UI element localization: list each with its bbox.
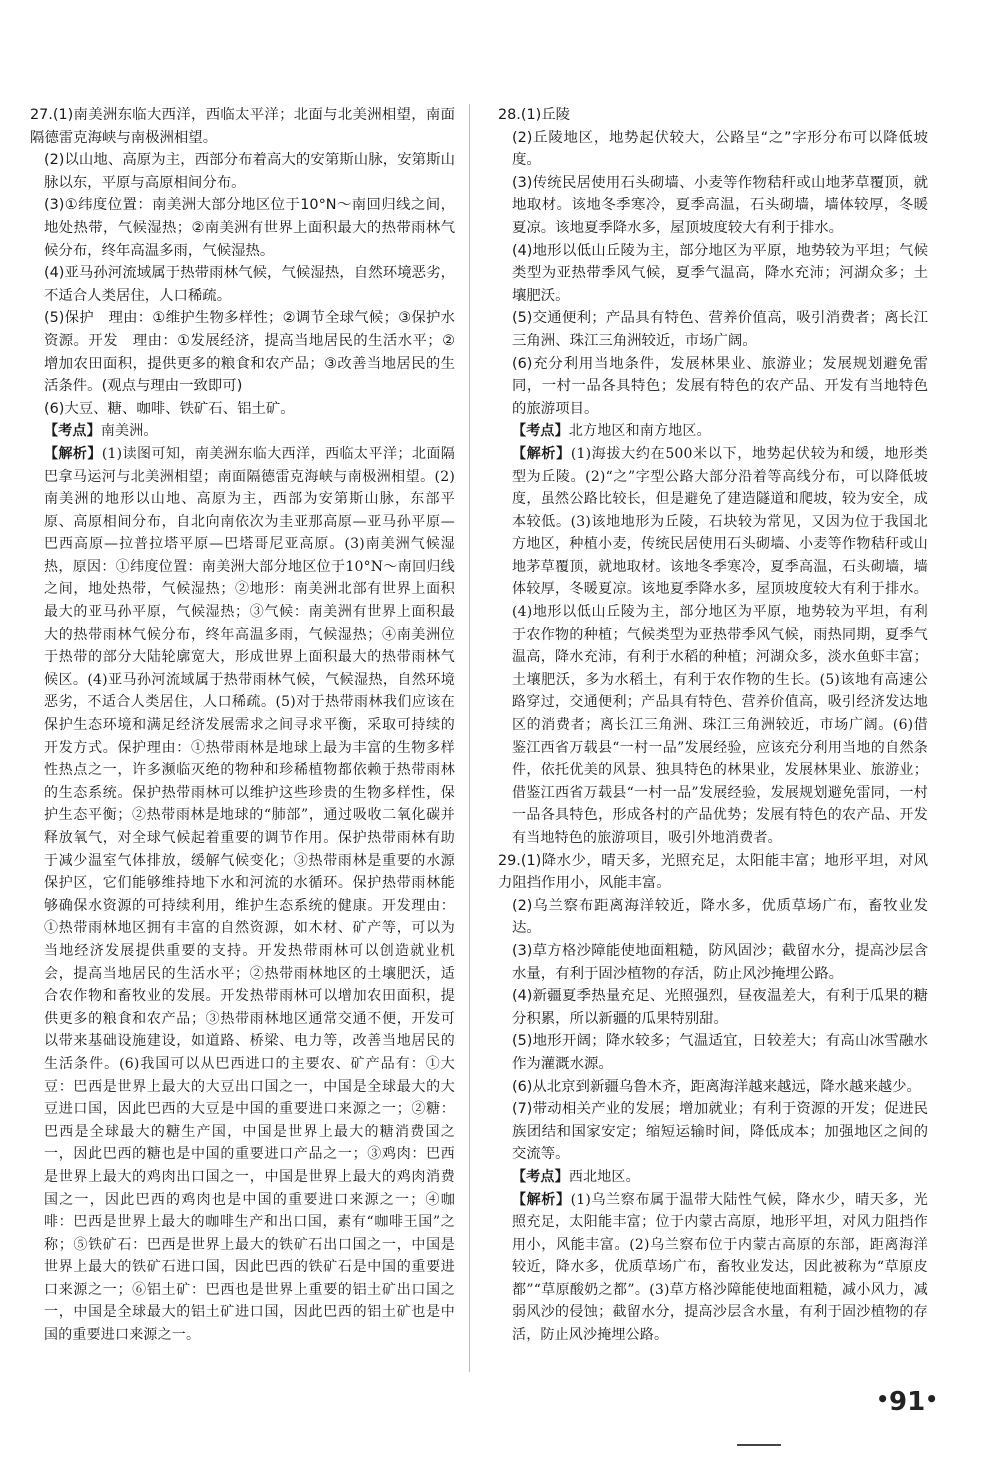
q27-kaodian: [30, 420, 455, 443]
q29-answer-1: 29.(1)降水少，晴天多，光照充足，太阳能丰富；地形平坦，对风力阻挡作用小，风能丰富。: [498, 852, 928, 892]
q29-answer-5: (5)地形开阔；降水较多；气温适宜，日较差大；有高山冰雪融水作为灌溉水源。: [512, 1033, 928, 1072]
kaodian-label: 【考点】: [512, 1168, 569, 1185]
page-number: •91•: [876, 1387, 938, 1417]
jiexi-text: (1)海拔大约在500米以下，地势起伏较为和缓，地形类型为丘陵。(2)“之”字型公路大部分沿着等高线分布，可以降低坡度，虽然公路比较长，但是避免了建造隧道和爬坡，较为安全，成本较低。(3)该地地形为丘陵，石块较为常见，又因为位于我国北方地区，种植小麦，传统民居使用石头砌墙、小麦等作物秸秆或山地茅草覆顶，就地取材。该地冬季寒冷，夏季高温，石头砌墙，墙体较厚，冬暖夏凉。该地夏季降水多，屋顶坡度较大有利于排水。(4)地形以低山丘陵为主，部分地区为平原，地势较为平坦，有利于农作物的种植；气候类型为亚热带季风气候，雨热同期，夏季气温高，降水充沛，有利于水稻的种植；河湖众多，淡水鱼虾丰富；土壤肥沃，多为水稻土，有利于农作物的生长。(5)该地有高速公路穿过，交通便利；产品具有特色、营养价值高，吸引经济发达地区的消费者；离长江三角洲、珠江三角洲较近，市场广阔。(6)借鉴江西省万载县“一村一品”发展经验，应该充分利用当地的自然条件，依托优美的风景、独具特色的林果业，发展林果业、旅游业；借鉴江西省万载县“一村一品”发展经验，发展规划避免雷同，一村一品各具特色，形成各村的产品优势；发展有特色的农产品、开发有当地特色的旅游项目，吸引外地消费者。: [512, 445, 928, 846]
kaodian-text: 西北地区。: [568, 1168, 640, 1185]
q29-kaodian: [498, 1166, 928, 1189]
q27-jiexi: [30, 443, 455, 1347]
q27-answer-2: (2)以山地、高原为主，西部分布着高大的安第斯山脉，安第斯山脉以东，平原与高原相间分布。: [44, 152, 455, 191]
kaodian-text: 北方地区和南方地区。: [568, 423, 711, 440]
jiexi-text: (1)乌兰察布属于温带大陆性气候，降水少，晴天多，光照充足，太阳能丰富；位于内蒙古高原，地形平坦，对风力阻挡作用小，风能丰富。(2)乌兰察布位于内蒙古高原的东部，距离海洋较近，降水多，优质草场广布，畜牧业发达，因此被称为“草原皮都”“草原酸奶之都”。(3)草方格沙障能使地面粗糙，减小风力，减弱风沙的侵蚀；截留水分，提高沙层含水量，有利于固沙植物的存活，防止风沙掩埋公路。: [512, 1191, 928, 1344]
kaodian-label: 【考点】: [44, 423, 101, 440]
q28-kaodian: [498, 420, 928, 443]
q27-answer-1: 27.(1)南美洲东临大西洋，西临太平洋；北面与北美洲相望，南面隔德雷克海峡与南极洲相望。: [30, 107, 455, 146]
jiexi-label: 【解析】: [512, 445, 571, 462]
bottom-divider: [737, 1444, 781, 1446]
right-column: [498, 104, 928, 1347]
q28-answer-4: (4)地形以低山丘陵为主，部分地区为平原，地势较为平坦；气候类型为亚热带季风气候，夏季气温高，降水充沛；河湖众多；土壤肥沃。: [512, 242, 928, 304]
q29-answer-6: (6)从北京到新疆乌鲁木齐，距离海洋越来越远，降水越来越少。: [512, 1078, 921, 1095]
q28-answer-1: 28.(1)丘陵: [498, 107, 571, 123]
q27-answer-3: (3)①纬度位置：南美洲大部分地区位于10°N～南回归线之间，地处热带，气候湿热；②南美洲有世界上面积最大的热带雨林气候分布，终年高温多雨，气候湿热。: [44, 197, 455, 259]
q29-answer-4: (4)新疆夏季热量充足、光照强烈，昼夜温差大，有利于瓜果的糖分积累，所以新疆的瓜果特别甜。: [512, 988, 928, 1027]
q29-answer-3: (3)草方格沙障能使地面粗糙，防风固沙；截留水分，提高沙层含水量，有利于固沙植物的存活，防止风沙掩埋公路。: [512, 942, 928, 982]
q27-answer-6: (6)大豆、糖、咖啡、铁矿石、铝土矿。: [44, 400, 295, 417]
q27-answer-5: (5)保护 理由：①维护生物多样性；②调节全球气候；③保护水资源。开发 理由：①发展经济，提高当地居民的生活水平；②增加农田面积，提供更多的粮食和农产品；③改善当地居民的生活条件。(观点与理由一致即可): [44, 310, 455, 395]
kaodian-text: 南美洲。: [100, 423, 158, 440]
kaodian-label: 【考点】: [512, 423, 569, 440]
left-column: [30, 104, 470, 1372]
jiexi-label: 【解析】: [44, 445, 102, 462]
q28-answer-2: (2)丘陵地区，地势起伏较大，公路呈“之”字形分布可以降低坡度。: [512, 129, 928, 169]
q28-answer-3: (3)传统民居使用石头砌墙、小麦等作物秸秆或山地茅草覆顶，就地取材。该地冬季寒冷，夏季高温，石头砌墙，墙体较厚，冬暖夏凉。该地夏季降水多，屋顶坡度较大有利于排水。: [512, 174, 928, 236]
q28-answer-5: (5)交通便利；产品具有特色、营养价值高，吸引消费者；离长江三角洲、珠江三角洲较近，市场广阔。: [512, 310, 928, 349]
q28-answer-6: (6)充分利用当地条件，发展林果业、旅游业；发展规划避免雷同，一村一品各具特色；发展有特色的农产品、开发有当地特色的旅游项目。: [512, 355, 928, 417]
q29-answer-2: (2)乌兰察布距离海洋较近，降水多，优质草场广布，畜牧业发达。: [512, 897, 928, 937]
jiexi-text: (1)读图可知，南美洲东临大西洋，西临太平洋；北面隔巴拿马运河与北美洲相望；南面隔德雷克海峡与南极洲相望。(2)南美洲的地形以山地、高原为主，西部为安第斯山脉，东部平原、高原相间分布，自北向南依次为圭亚那高原—亚马孙平原—巴西高原—拉普拉塔平原—巴塔哥尼亚高原。(3)南美洲气候湿热，原因：①纬度位置：南美洲大部分地区位于10°N～南回归线之间，地处热带，气候湿热；②地形：南美洲北部有世界上面积最大的亚马孙平原，气候湿热；③气候：南美洲有世界上面积最大的热带雨林气候分布，终年高温多雨，气候湿热；④南美洲位于热带的部分大陆轮廓宽大，形成世界上面积最大的热带雨林气候区。(4)亚马孙河流域属于热带雨林气候，气候湿热，自然环境恶劣，不适合人类居住，人口稀疏。(5)对于热带雨林我们应该在保护生态环境和满足经济发展需求之间寻求平衡，采取可持续的开发方式。保护理由：①热带雨林是地球上最为丰富的生物多样性热点之一，许多濒临灭绝的物种和珍稀植物都依赖于热带雨林的生态系统。保护热带雨林可以维护这些珍贵的生物多样性，保护生态平衡；②热带雨林是地球的“肺部”，通过吸收二氧化碳并释放氧气，对全球气候起着重要的调节作用。保护热带雨林有助于减少温室气体排放，缓解气候变化；③热带雨林是重要的水源保护区，它们能够维持地下水和河流的水循环。保护热带雨林能够确保水资源的可持续利用，维护生态系统的健康。开发理由：①热带雨林地区拥有丰富的自然资源，如木材、矿产等，可以为当地经济发展提供重要的支持。开发热带雨林可以创造就业机会，提高当地居民的生活水平；②热带雨林地区的土壤肥沃，适合农作物和畜牧业的发展。开发热带雨林可以增加农田面积，提供更多的粮食和农产品；③热带雨林地区通常交通不便，开发可以带来基础设施建设，如道路、桥梁、电力等，改善当地居民的生活条件。(6)我国可以从巴西进口的主要农、矿产品有：①大豆：巴西是世界上最大的大豆出口国之一，中国是全球最大的大豆进口国，因此巴西的大豆是中国的重要进口来源之一；②糖：巴西是全球最大的糖生产国，中国是世界上最大的糖消费国之一，因此巴西的糖也是中国的重要进口产品之一；③鸡肉：巴西是世界上最大的鸡肉出口国之一，中国是世界上最大的鸡肉消费国之一，因此巴西的鸡肉也是中国的重要进口来源之一；④咖啡：巴西是世界上最大的咖啡生产和出口国，素有“咖啡王国”之称；⑤铁矿石：巴西是世界上最大的铁矿石出口国之一，中国是世界上最大的铁矿石进口国，因此巴西的铁矿石是中国的重要进口来源之一；⑥铝土矿：巴西也是世界上重要的铝土矿出口国之一，中国是全球最大的铝土矿进口国，因此巴西的铝土矿也是中国的重要进口来源之一。: [44, 445, 456, 1344]
jiexi-label: 【解析】: [512, 1191, 571, 1208]
page-number-value: 91: [889, 1387, 926, 1417]
q27-answer-4: (4)亚马孙河流域属于热带雨林气候，气候湿热，自然环境恶劣，不适合人类居住，人口稀疏。: [44, 265, 455, 304]
q28-jiexi: [498, 443, 928, 850]
q29-answer-7: (7)带动相关产业的发展；增加就业；有利于资源的开发；促进民族团结和国家安定；缩短运输时间，降低成本；加强地区之间的交流等。: [512, 1101, 928, 1163]
q29-jiexi: [498, 1189, 928, 1347]
